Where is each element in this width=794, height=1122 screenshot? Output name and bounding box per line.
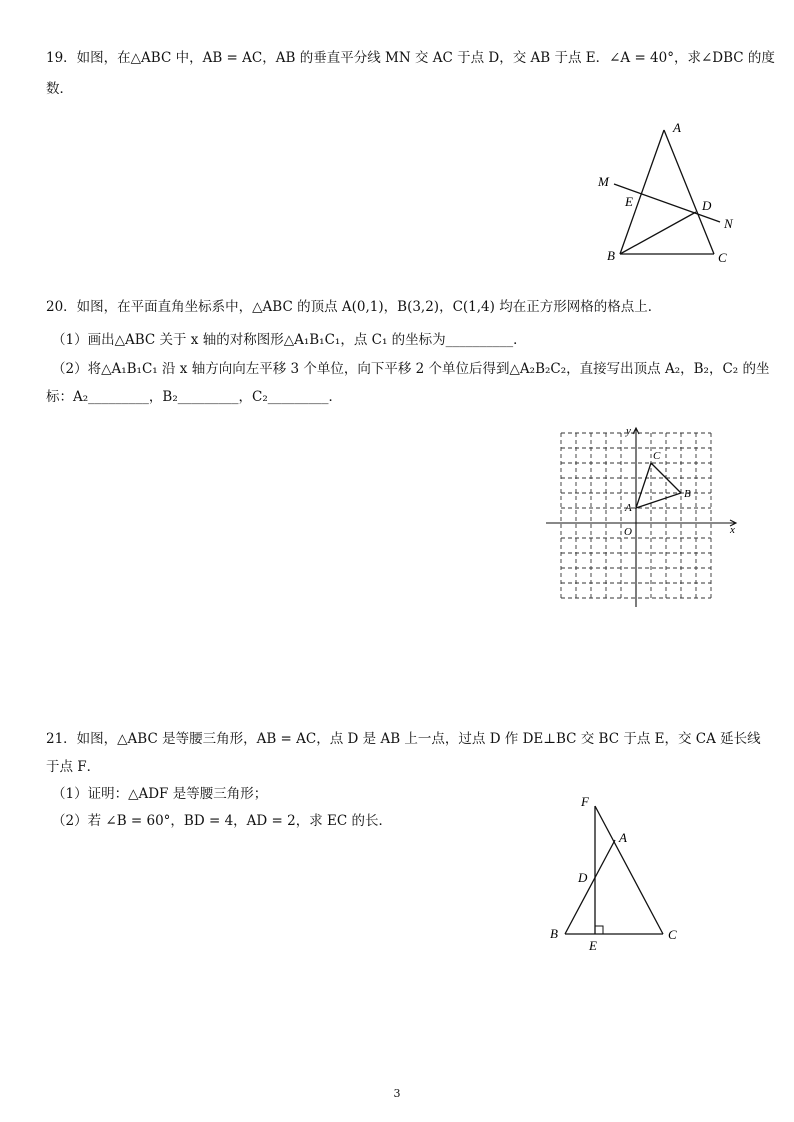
q20-label-x: x: [730, 524, 735, 536]
q21-right-angle-mark: [595, 926, 603, 934]
q19-label-d: D: [702, 198, 712, 213]
q19-label-m: M: [598, 174, 609, 189]
q20-grid-figure: [540, 422, 745, 612]
q20-part2: （2）将△A₁B₁C₁ 沿 x 轴方向向左平移 3 个单位，向下平移 2 个单位后得到△A₂B₂C₂，直接写出顶点 A₂，B₂，C₂ 的坐: [52, 361, 770, 377]
q20-label-c: C: [653, 450, 661, 462]
q21-label-f: F: [581, 794, 589, 809]
q21-part2: （2）若 ∠B = 60°，BD = 4，AD = 2，求 EC 的长．: [52, 813, 392, 829]
q19-label-c: C: [718, 250, 727, 265]
q20-label-b: B: [684, 488, 691, 500]
q21-label-c: C: [668, 927, 677, 942]
q21-figure: [540, 790, 700, 960]
q19-text-line1: 19．如图，在△ABC 中，AB = AC，AB 的垂直平分线 MN 交 AC 于点 D，交 AB 于点 E．∠A = 40°，求∠DBC 的度: [46, 50, 775, 66]
q21-label-d: D: [578, 870, 588, 885]
q20-label-origin: O: [624, 526, 632, 538]
q19-side-ab: [620, 130, 664, 254]
q20-part2-line2: 标：A₂_________，B₂_________，C₂_________．: [46, 389, 342, 405]
q19-side-ac: [664, 130, 714, 254]
q20-label-y: y: [626, 425, 631, 437]
q19-label-e: E: [625, 194, 633, 209]
q19-segment-bd: [620, 212, 696, 254]
q21-text-line1: 21．如图，△ABC 是等腰三角形，AB = AC，点 D 是 AB 上一点，过点 D 作 DE⊥BC 交 BC 于点 E，交 CA 延长线: [46, 731, 761, 747]
q20-part1: （1）画出△ABC 关于 x 轴的对称图形△A₁B₁C₁，点 C₁ 的坐标为__________．: [52, 332, 527, 348]
q21-line-cf: [595, 806, 663, 934]
q21-part1: （1）证明：△ADF 是等腰三角形；: [52, 786, 268, 802]
page-number: 3: [393, 1087, 401, 1100]
q21-label-a: A: [619, 830, 627, 845]
q19-label-a: A: [673, 120, 681, 135]
q21-label-b: B: [550, 926, 558, 941]
q21-text-line2: 于点 F．: [46, 759, 101, 775]
q19-text-line2: 数．: [46, 81, 73, 97]
q20-label-a: A: [625, 502, 632, 514]
q19-figure: [580, 112, 750, 272]
q20-triangle-abc: [636, 463, 681, 508]
q20-text-line1: 20．如图，在平面直角坐标系中，△ABC 的顶点 A(0,1)，B(3,2)，C(1,4) 均在正方形网格的格点上．: [46, 299, 662, 315]
q19-label-n: N: [724, 216, 733, 231]
q21-label-e: E: [589, 938, 597, 953]
q19-label-b: B: [607, 248, 615, 263]
q21-side-ba: [565, 840, 615, 934]
